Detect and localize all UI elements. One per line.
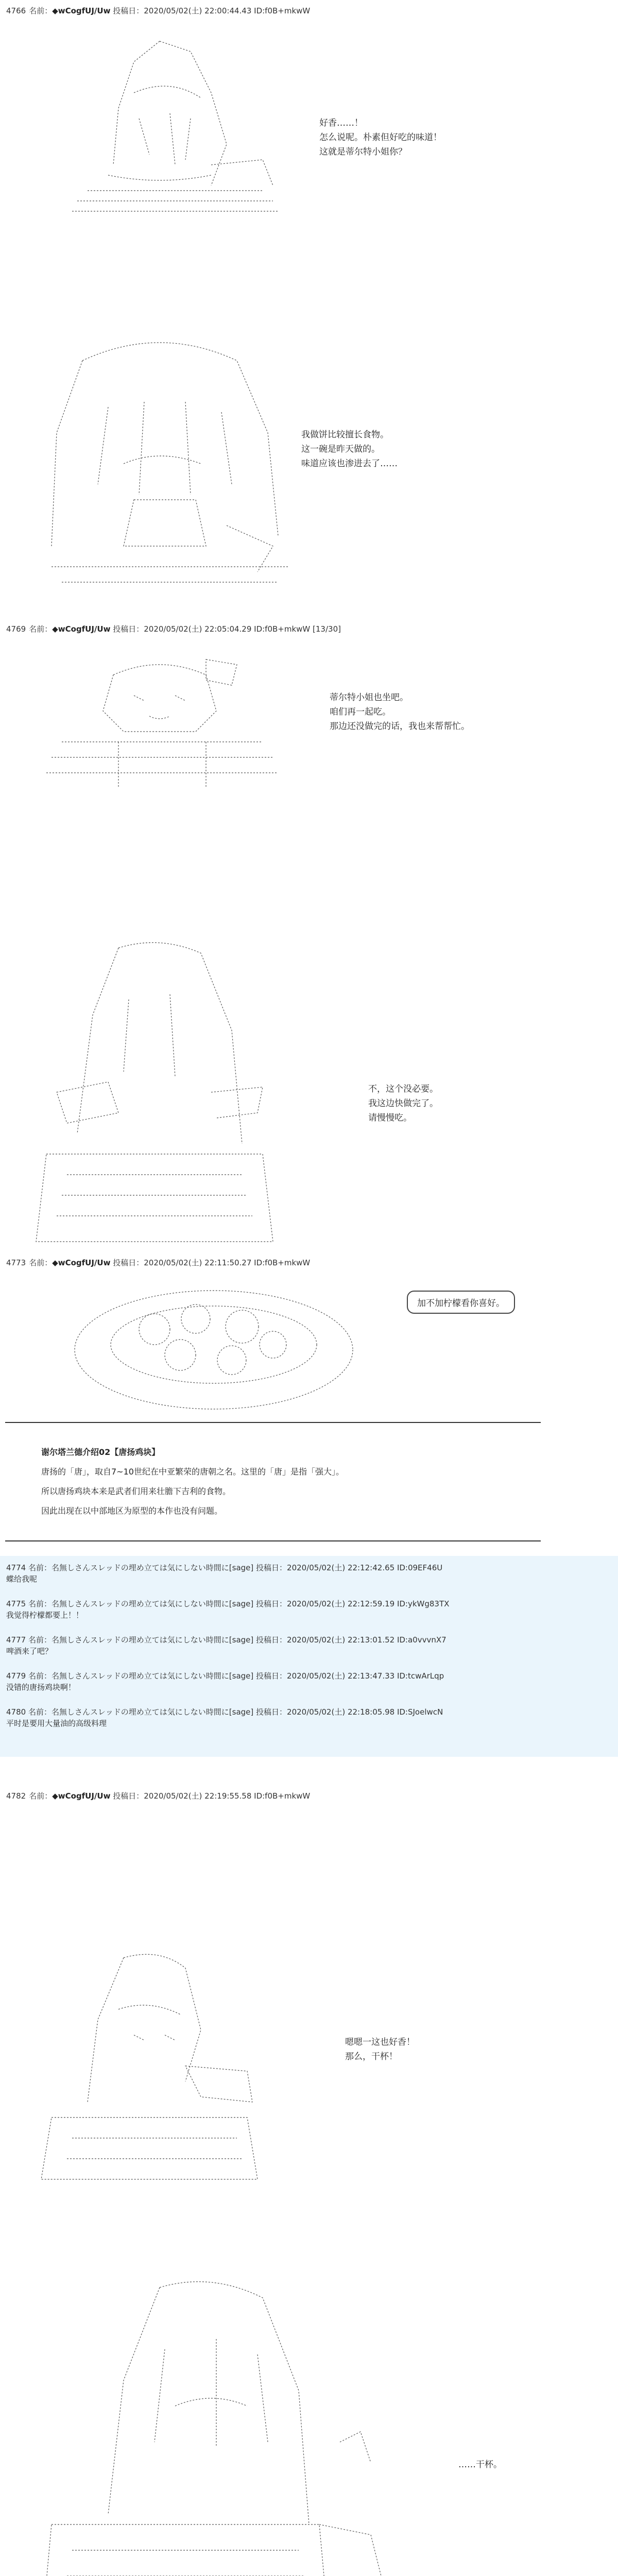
ascii-art-figure xyxy=(31,1947,268,2190)
speech-line: ……干杯。 xyxy=(458,2460,502,2470)
ascii-art-figure xyxy=(31,2277,402,2576)
speech-line: 怎么说呢。朴素但好吃的味道！ xyxy=(319,132,442,143)
poster-name[interactable]: ◆wCogfUJ/Uw xyxy=(52,624,111,634)
ascii-art-figure xyxy=(15,938,294,1252)
intro-line: 因此出现在以中部地区为原型的本作也没有问题。 xyxy=(41,1506,223,1516)
reply-header: 4774 名前：名無しさんスレッドの埋め立ては気にしない時間に[sage] 投稿日：2020/05/02(土) 22:12:42.65 ID:09EF46U xyxy=(6,1563,443,1572)
reply-item xyxy=(6,1634,447,1657)
speech-lines xyxy=(301,428,398,471)
speech-line: 那边还没做完的话，我也来帮帮忙。 xyxy=(330,721,470,732)
reply-item xyxy=(6,1706,443,1729)
reply-body: 啤酒来了吧？ xyxy=(6,1647,53,1656)
post-name-label: 名前： xyxy=(29,1791,53,1801)
reply-item xyxy=(6,1670,444,1693)
ascii-art-figure xyxy=(57,31,288,227)
post-header-4782 xyxy=(6,1790,310,1801)
ascii-art-figure xyxy=(31,330,299,598)
reply-header: 4779 名前：名無しさんスレッドの埋め立ては気にしない時間に[sage] 投稿日：2020/05/02(土) 22:13:47.33 ID:tcwArLqp xyxy=(6,1671,444,1681)
reply-body: 平时是要用大量油的高级料理 xyxy=(6,1719,107,1728)
speech-lines xyxy=(319,116,442,159)
speech-lines xyxy=(368,1082,438,1125)
bubble-text: 加不加柠檬看你喜好。 xyxy=(417,1298,505,1309)
reply-header: 4780 名前：名無しさんスレッドの埋め立ては気にしない時間に[sage] 投稿日：2020/05/02(土) 22:18:05.98 ID:SJoelwcN xyxy=(6,1707,443,1717)
intro-line: 所以唐扬鸡块本来是武者们用来壮膽下吉利的食物。 xyxy=(41,1486,231,1496)
reply-header: 4775 名前：名無しさんスレッドの埋め立ては気にしない時間に[sage] 投稿日：2020/05/02(土) 22:12:59.19 ID:ykWg83TX xyxy=(6,1599,450,1608)
speech-line: 请慢慢吃。 xyxy=(368,1113,412,1123)
section-divider xyxy=(5,1422,541,1423)
speech-line: 不，这个没必要。 xyxy=(368,1084,438,1094)
ascii-art-figure xyxy=(41,654,283,799)
post-name-label: 名前： xyxy=(29,6,53,15)
reply-body: 没错的唐扬鸡块啊！ xyxy=(6,1683,76,1692)
speech-lines xyxy=(330,690,470,734)
post-name-label: 名前： xyxy=(29,624,53,634)
reply-item xyxy=(6,1562,442,1585)
speech-line: 这就是蒂尔特小姐你？ xyxy=(319,147,407,157)
speech-line: 我这边快做完了。 xyxy=(368,1098,438,1109)
post-header-4769 xyxy=(6,623,341,634)
poster-name[interactable]: ◆wCogfUJ/Uw xyxy=(52,6,111,15)
reply-zone xyxy=(0,1556,618,1757)
reply-body: 我觉得柠檬都要上！！ xyxy=(6,1611,84,1620)
speech-line: 那么，干杯！ xyxy=(345,2052,398,2062)
intro-line: 唐扬的「唐」，取自7~10世纪在中亚繁荣的唐朝之名。这里的「唐」是指「强大」。 xyxy=(41,1467,344,1477)
post-number: 4769 xyxy=(6,624,26,634)
poster-name[interactable]: ◆wCogfUJ/Uw xyxy=(52,1791,111,1801)
intro-title: 谢尔塔兰德介绍02【唐扬鸡块】 xyxy=(41,1447,160,1457)
speech-bubble xyxy=(407,1291,515,1314)
reply-body: 蝶给我呢 xyxy=(6,1574,38,1584)
post-meta: 投稿日：2020/05/02(土) 22:05:04.29 ID:f0B+mkwW [13/30] xyxy=(113,624,341,634)
speech-line: 好香……！ xyxy=(319,118,363,128)
post-meta: 投稿日：2020/05/02(土) 22:00:44.43 ID:f0B+mkwW xyxy=(113,6,311,15)
speech-lines xyxy=(345,2035,415,2064)
reply-header: 4777 名前：名無しさんスレッドの埋め立ては気にしない時間に[sage] 投稿日：2020/05/02(土) 22:13:01.52 ID:a0vvvnX7 xyxy=(6,1635,447,1645)
speech-line: 味道应该也渗进去了…… xyxy=(301,459,398,469)
speech-line: 咱们再一起吃。 xyxy=(330,707,391,717)
speech-lines xyxy=(458,2458,502,2472)
post-header-4766 xyxy=(6,5,310,16)
speech-line: 嗯嗯一这也好香！ xyxy=(345,2037,415,2047)
ascii-art-plate xyxy=(67,1278,360,1417)
speech-line: 蒂尔特小姐也坐吧。 xyxy=(330,692,408,703)
reply-item xyxy=(6,1598,449,1621)
post-header-4773 xyxy=(6,1257,310,1268)
post-meta: 投稿日：2020/05/02(土) 22:19:55.58 ID:f0B+mkwW xyxy=(113,1791,311,1801)
speech-line: 我做饼比较擅长食物。 xyxy=(301,430,389,440)
intro-block xyxy=(41,1443,344,1521)
post-number: 4766 xyxy=(6,6,26,15)
section-divider xyxy=(5,1540,541,1541)
poster-name[interactable]: ◆wCogfUJ/Uw xyxy=(52,1258,111,1267)
post-name-label: 名前： xyxy=(29,1258,53,1267)
post-number: 4782 xyxy=(6,1791,26,1801)
speech-line: 这一碗是昨天做的。 xyxy=(301,444,380,454)
post-meta: 投稿日：2020/05/02(土) 22:11:50.27 ID:f0B+mkwW xyxy=(113,1258,311,1267)
post-number: 4773 xyxy=(6,1258,26,1267)
